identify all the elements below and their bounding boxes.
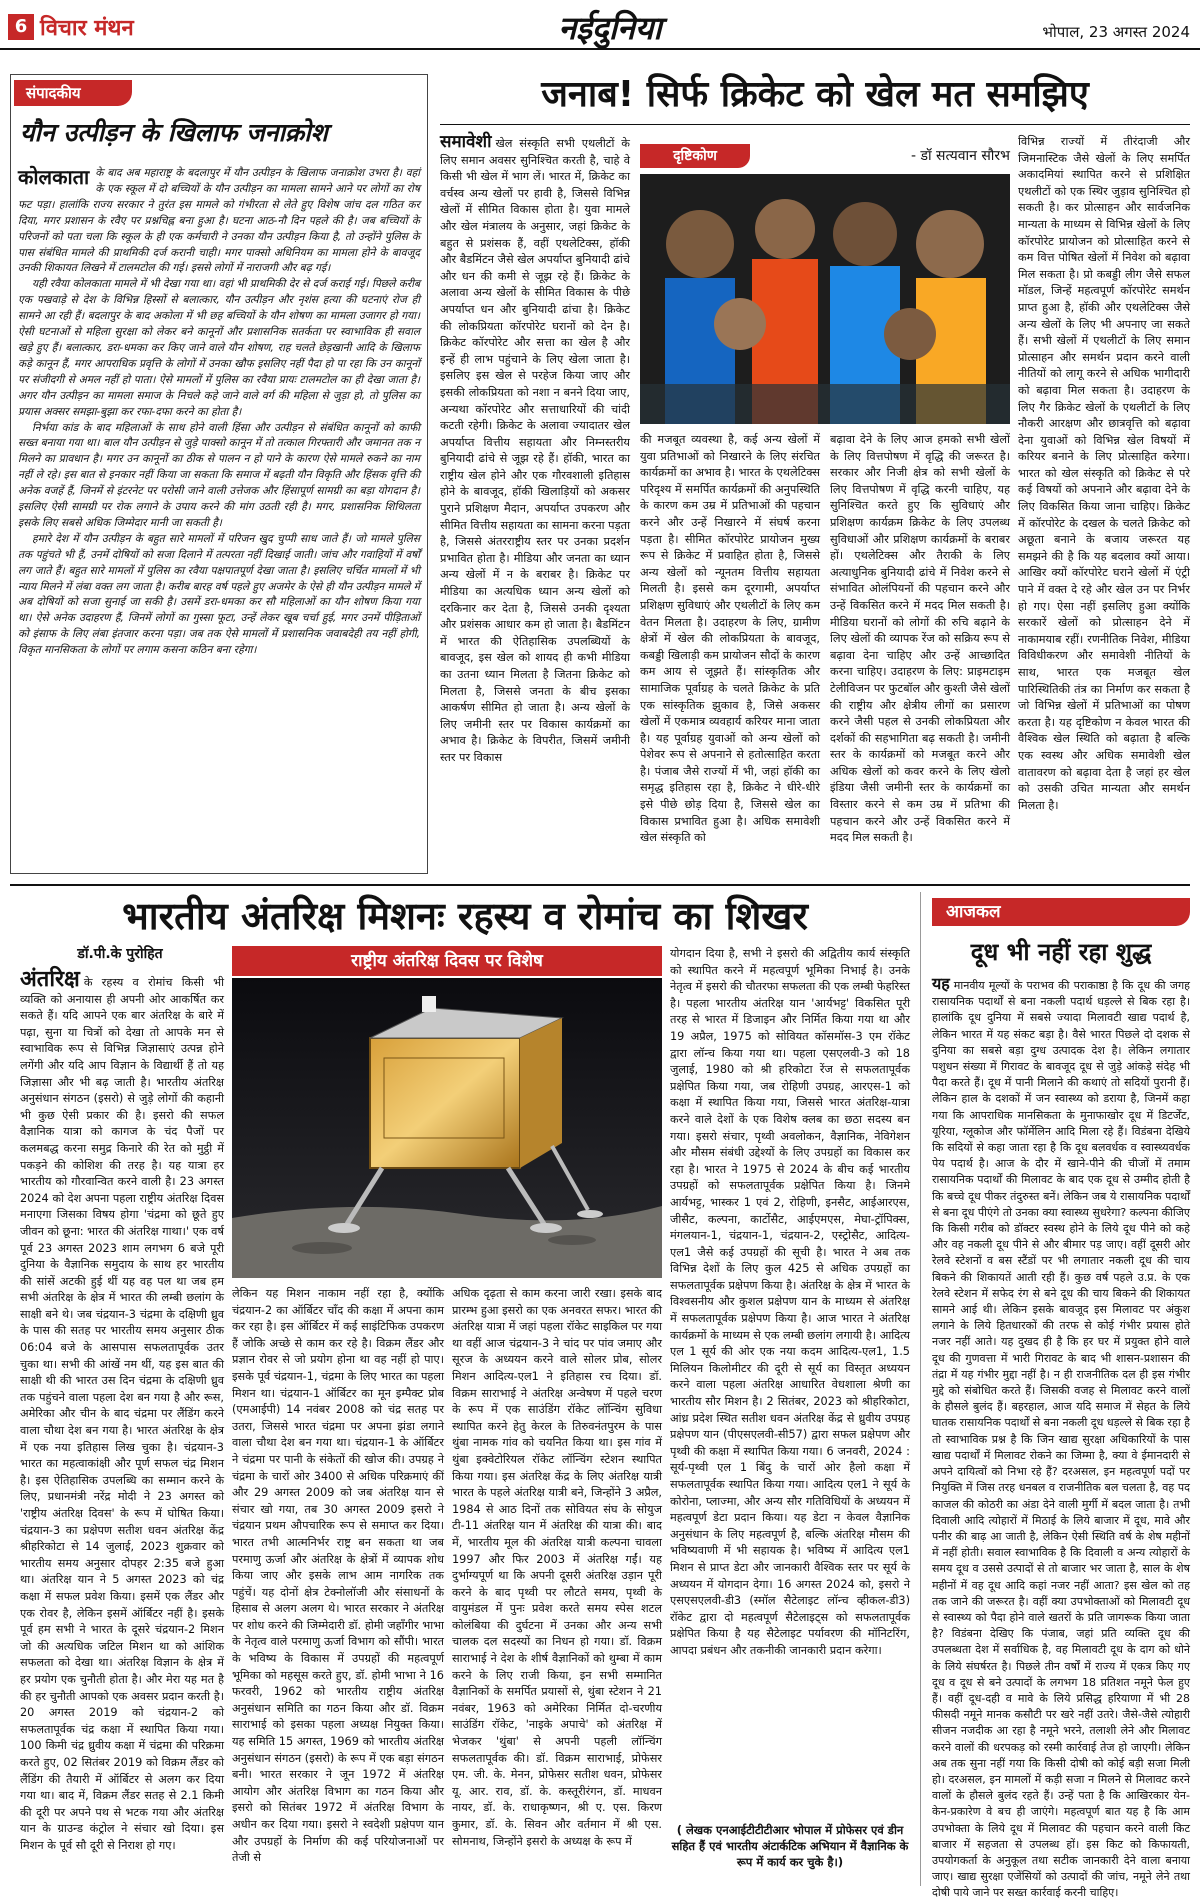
section-divider (10, 884, 1190, 886)
cricket-column-1 (440, 134, 630, 874)
milk-tag: आजकल (932, 898, 1190, 926)
space-lead-word: अंतरिक्ष (20, 967, 80, 992)
space-byline: डॉ.पी.के पुरोहित (77, 946, 163, 962)
cricket-column-2: की मजबूत व्यवस्था है, कई अन्य खेलों में युवा प्रतिभाओं को निखारने के लिए संरचित कार्यक्रमों का अभाव है। भारत के एथलेटिक्स परिदृश्य में समर्पित कार्यक्रमों की अनुपस्थिति के कारण कम उम्र में प्रतिभाओं की पहचान करने और उन्हें निखारने में संघर्ष करना पड़ता है। सीमित कॉरपोरेट प्रायोजन मुख्य रूप से क्रिकेट में प्रवाहित होता है, जिससे अन्य खेलों को न्यूनतम वित्तीय सहायता मिलती है। इससे कम दूरगामी, अपर्याप्त प्रशिक्षण सुविधाएं और एथलीटों के लिए कम वेतन मिलता है। उदाहरण के लिए, ग्रामीण क्षेत्रों में खेल की लोकप्रियता के बावजूद, कबड्डी खिलाड़ी कम प्रायोजन सौदों के कारण कम आय से जूझते हैं। सांस्कृतिक और सामाजिक पूर्वाग्रह के चलते क्रिकेट के प्रति एक सांस्कृतिक झुकाव है, जिसे अकसर खेलों में एकमात्र व्यवहार्य करियर माना जाता है। यह पूर्वाग्रह युवाओं को अन्य खेलों को पेशेवर रूप से अपनाने से हतोत्साहित करता है। पंजाब जैसे राज्यों में भी, जहां हॉकी का समृद्ध इतिहास रहा है, क्रिकेट ने धीरे-धीरे इसे पीछे छोड़ दिया है, जिससे खेल का विकास प्रभावित हुआ है। अधिक समावेशी खेल संस्कृति को (640, 433, 820, 845)
cricket-column-1-text: खेल संस्कृति सभी एथलीटों के लिए समान अवसर सुनिश्चित करती है, चाहे वे किसी भी खेल में भाग लें। भारत में, क्रिकेट का वर्चस्व अन्य खेलों पर हावी है, जिससे विभिन्न खेलों में सीमित विकास होता है। युवा मामले और खेल मंत्रालय के अनुसार, जहां क्रिकेट के बहुत से प्रशंसक हैं, वहीं एथलेटिक्स, हॉकी और बैडमिंटन जैसे खेल अपर्याप्त बुनियादी ढांचे और धन की कमी से जूझ रहे हैं। क्रिकेट के अलावा अन्य खेलों के सीमित विकास के पीछे अपर्याप्त धन और बुनियादी ढांचा है। क्रिकेट की लोकप्रियता कॉरपोरेट घरानों को देन है। क्रिकेट कॉरपोरेट और सत्ता का खेल है और इन्हें ही लाभ पहुंचाने के लिए खेला जाता है। इसलिए इस खेल से परहेज किया जाए और इसकी लोकप्रियता को नशा न बनने दिया जाए, अन्यथा कॉरपोरेट और सत्ताधारियों की चांदी कटती रहेगी। क्रिकेट के अलावा ज्यादातर खेल अपर्याप्त वित्तीय सहायता और निम्नस्तरीय बुनियादी ढांचे से जूझ रहे हैं। हॉकी, भारत का राष्ट्रीय खेल होने और एक गौरवशाली इतिहास होने के बावजूद, हॉकी खिलाड़ियों को अकसर पुराने प्रशिक्षण मैदान, अपर्याप्त उपकरण और सीमित वित्तीय सहायता का सामना करना पड़ता है, जिससे अंतरराष्ट्रीय स्तर पर उनका प्रदर्शन प्रभावित होता है। मीडिया और जनता का ध्यान अन्य खेलों में न के बराबर है। क्रिकेट पर मीडिया का अत्यधिक ध्यान अन्य खेलों को दरकिनार कर देता है, जिससे उनकी दृश्यता और प्रशंसक आधार कम हो जाता है। बैडमिंटन में भारत की ऐतिहासिक उपलब्धियों के बावजूद, इस खेल को शायद ही कभी मीडिया का उतना ध्यान मिलता है जितना क्रिकेट को मिलता है, जिससे जनता के बीच इसका आकर्षण सीमित हो जाता है। अन्य खेलों के लिए जमीनी स्तर पर विकास कार्यक्रमों का अभाव है। क्रिकेट के विपरीत, जिसमें जमीनी स्तर पर विकास (440, 137, 630, 764)
page-number: 6 (8, 14, 34, 40)
author-note: ( लेखक एनआईटीटीटीआर भोपाल में प्रोफेसर एवं डीन सहित हैं एवं भारतीय अंटार्कटिक अभियान में वैज्ञानिक के रूप में कार्य कर चुके है।) (671, 1823, 909, 1869)
space-headline: भारतीय अंतरिक्ष मिशनः रहस्य व रोमांच का शिखर (122, 894, 808, 938)
page-dateline: भोपाल, 23 अगस्त 2024 (1042, 23, 1190, 41)
cricket-author: - डॉ सत्यवान सौरभ (910, 148, 1010, 164)
editorial-body (18, 166, 420, 866)
milk-body-text: मानवीय मूल्यों के पराभव की पराकाष्ठा है कि दूध की जगह रासायनिक पदार्थों से बना नकली पदार्थ धड़ल्ले से बिक रहा है। हालांकि दूध दुनिया में सबसे ज्यादा मिलावटी खाद्य पदार्थ है, लेकिन भारत में यह संकट बड़ा है। वैसे भारत पिछले दो दशक से दुनिया का सबसे बड़ा दुग्ध उत्पादक देश है। लेकिन लगातार पशुधन संख्या में गिरावट के बावजूद दूध से जुड़े आंकड़े संदेह भी पैदा करते हैं। दूध में पानी मिलाने की कथाएं तो सदियों पुरानी हैं। लेकिन हाल के दशकों में जन स्वास्थ्य को डराया है, जिनमें कहा गया कि आपराधिक मानसिकता के मुनाफाखोर दूध में डिटर्जेंट, यूरिया, ग्लूकोज और फॉर्मेलिन आदि मिला रहे हैं। विडंबना देखिये कि सदियों से कहा जाता रहा है कि दूध बलवर्धक व स्वास्थ्यवर्धक पेय पदार्थ है। आज के दौर में खाने-पीने की चीजों में तमाम रासायनिक पदार्थों की मिलावट के बाद एक दूध से उम्मीद होती है कि बच्चे दूध पीकर तंदुरुस्त बनें। लेकिन जब ये रासायनिक पदार्थों से बना दूध पीएंगे तो उनका क्या स्वास्थ्य सुधरेगा? कल्पना कीजिए कि किसी गरीब को डॉक्टर स्वस्थ होने के लिये दूध पीने को कहे और वह नकली दूध पीने से और बीमार पड़ जाए। वहीं दूसरी ओर रेलवे स्टेशनों व बस स्टैंडों पर भी लगातार नकली दूध की चाय बिकने की शिकायतें आती रही हैं। कुछ वर्ष पहले उ.प्र. के एक रेलवे स्टेशन में सफेद रंग से बने दूध की चाय बिकने की शिकायत सामने आई थी। लेकिन इसके बावजूद इस मिलावट पर अंकुश लगाने के लिये हितधारकों की तरफ से कोई गंभीर प्रयास होते नजर नहीं आते। यह दुखद ही है कि हर घर में प्रयुक्त होने वाले दूध की गुणवत्ता में भारी गिरावट के बाद भी शासन-प्रशासन की तंद्रा में यह गंभीर मुद्दा नहीं है। न ही राजनीतिक दल ही इस गंभीर मुद्दे को संबोधित करते हैं। जिसकी वजह से मिलावट करने वालों के हौसले बुलंद हैं। बहरहाल, आज यदि समाज में सेहत के लिये घातक रासायनिक पदार्थों से बना नकली दूध धड़ल्ले से बिक रहा है तो स्वाभाविक प्रश्न है कि जिन खाद्य सुरक्षा अधिकारियों के पास खाद्य पदार्थों में मिलावट रोकने का जिम्मा है, क्या वे ईमानदारी से अपने दायित्वों को निभा रहे हैं? दरअसल, इन महत्वपूर्ण पदों पर नियुक्ति में जिस तरह धनबल व राजनीतिक बल चलता है, वह पद काजल की कोठरी का अंडा देने वाली मुर्गी में बदल जाता है। तभी दिवाली आदि त्योहारों में मिठाई के लिये बाजार में दूध, मावे और पनीर की बाढ़ आ जाती है, लेकिन ऐसी स्थिति वर्ष के शेष महीनों में नहीं होती। सवाल स्वाभाविक है कि दिवाली व अन्य त्योहारों के समय दूध व उससे उत्पादों से तो बाजार भर जाता है, साल के शेष महीनों में वह दूध आदि कहां नजर नहीं आता? इस खेल को तह तक जाने की जरूरत है। वहीं क्या उपभोक्ताओं को मिलावटी दूध से स्वास्थ्य को पैदा होने वाले खतरों के प्रति जागरूक किया जाता है? विडंबना देखिए कि पंजाब, जहां प्रति व्यक्ति दूध की उपलब्धता देश में सर्वाधिक है, वह मिलावटी दूध के दाग को धोने के लिये संघर्षरत है। पिछले तीन वर्षों में राज्य में एकत्र किए गए दूध व दूध से बने उत्पादों के लगभग 18 प्रतिशत नमूने फेल हुए हैं। वहीं दूध-दही व मावे के लिये प्रसिद्ध हरियाणा में भी 28 फीसदी नमूने मानक कसौटी पर खरे नहीं उतरे। जैसे-जैसे त्योहारी सीजन नजदीक आ रहा है नमूने भरने, तलाशी लेने और मिलावट करने वालों की धरपकड़ को रस्मी कार्रवाई तेज हो जाएगी। लेकिन अब तक सुना नहीं गया कि किसी दोषी को कोई बड़ी सजा मिली हो। दरअसल, इन मामलों में कड़ी सजा न मिलने से मिलावट करने वालों के हौसले बुलंद रहते हैं। उन्हें पता है कि आखिरकार येन-केन-प्रकारेण वे बच ही जाएंगे। महत्वपूर्ण बात यह है कि आम उपभोक्ता के लिये दूध में मिलावट की पहचान करने वाली किट बाजार में सहजता से उपलब्ध हों। इस किट को किफायती, उपयोगकर्ता के अनुकूल तथा सटीक जानकारी देने वाला बनाया जाए। खाद्य सुरक्षा एजेंसियों को उत्पादों की जांच, नमूने लेने तथा दोषी पाये जाने पर सख्त कार्रवाई करनी चाहिए। (932, 979, 1191, 1900)
athletes-collage-image (640, 174, 1010, 424)
cricket-column-4: विभिन्न राज्यों में तीरंदाजी और जिमनास्टिक जैसे खेलों के लिए समर्पित अकादमियां स्थापित करने से प्रशिक्षित एथलीटों को एक स्थिर जुड़ाव सुनिश्चित हो सकती है। कर प्रोत्साहन और सार्वजनिक मान्यता के माध्यम से विभिन्न खेलों के लिए कॉरपोरेट प्रायोजन को प्रोत्साहित करने से कम वित्त पोषित खेलों में निवेश को बढ़ावा मिल सकता है। प्रो कबड्डी लीग जैसे सफल मॉडल, जिन्हें महत्वपूर्ण कॉरपोरेट समर्थन प्राप्त हुआ है, हॉकी और एथलेटिक्स जैसे अन्य खेलों के लिए भी अपनाए जा सकते हैं। सभी खेलों में एथलीटों के लिए समान प्रोत्साहन और समर्थन प्रदान करने वाली नीतियों को लागू करने से अधिक भागीदारी को बढ़ावा मिल सकता है। उदाहरण के लिए गैर क्रिकेट खेलों के एथलीटों के लिए नौकरी आरक्षण और छात्रवृत्ति को बढ़ावा देना युवाओं को विभिन्न खेल विषयों में करियर बनाने के लिए प्रोत्साहित करेगा। भारत को खेल संस्कृति को क्रिकेट से परे कई विषयों को अपनाने और बढ़ावा देने के लिए विकसित किया जाना चाहिए। क्रिकेट में कॉरपोरेट के दखल के चलते क्रिकेट को अछूता बनाने के बजाय जरूरत यह समझने की है कि यह बदलाव क्यों आया। आखिर क्यों कॉरपोरेट घराने खेलों में एंट्री पाने में वक्त दे रहे और खेल उन पर निर्भर हो गए। ऐसा नहीं इसलिए हुआ क्योंकि सरकारें खेलों को प्रोत्साहन देने में नाकामयाब रहीं। रणनीतिक निवेश, मीडिया विविधीकरण और समावेशी नीतियों के साथ, भारत एक मजबूत खेल पारिस्थितिकी तंत्र का निर्माण कर सकता है जो विभिन्न खेलों में प्रतिभाओं का पोषण करता है। यह दृष्टिकोण न केवल भारत की वैश्विक खेल स्थिति को बढ़ाता है बल्कि एक स्वस्थ और अधिक समावेशी खेल वातावरण को बढ़ावा देता है जहां हर खेल को उसकी उचित मान्यता और समर्थन मिलता है। (1018, 135, 1190, 812)
editorial-tag: संपादकीय (14, 80, 132, 106)
cricket-headline: जनाब! सिर्फ क्रिकेट को खेल मत समझिए (541, 74, 1089, 115)
column-divider (920, 892, 921, 1886)
editorial-paragraph: हमारे देश में यौन उत्पीड़न के बहुत सारे मामलों में परिजन खुद चुप्पी साध जाते हैं। जो मामले पुलिस तक पहुंचते भी हैं, उनमें दोषियों को सजा दिलाने में तत्परता नहीं दिखाई जाती। जांच और गवाहियों में वर्षों लग जाते हैं। बहुत सारे मामलों में पुलिस का रवैया पक्षपातपूर्ण देखा जाता है। इसलिए चर्चित मामलों में भी न्याय मिलने में लंबा वक्त लग जाता है। करीब बारह वर्ष पहले हुए अजमेर के ऐसे ही यौन उत्पीड़न मामले में अब दोषियों को सजा सुनाई जा सकी है। उसमें डरा-धमका कर सौ महिलाओं का यौन शोषण किया गया था। ऐसे अनेक उदाहरण हैं, जिनमें लोगों का गुस्सा फूटा, उन्हें लेकर खूब चर्चा हुई, मगर उनमें पीड़िताओं को इंसाफ के लिए लंबा इंतजार करना पड़ा। जब तक ऐसे मामलों में प्रशासनिक जवाबदेही तय नहीं होगी, विकृत मानसिकता के लोगों पर लगाम कसना कठिन बना रहेगा। (18, 532, 420, 657)
editorial-dateline: कोलकाता (18, 165, 90, 189)
editorial-paragraph: निर्भया कांड के बाद महिलाओं के साथ होने वाली हिंसा और उत्पीड़न से संबंधित कानूनों को काफी सख्त बनाया गया था। बाल यौन उत्पीड़न से जुड़े पाक्सो कानून में तो तत्काल गिरफ्तारी और जमानत तक न मिलने का प्रावधान है। मगर उन कानूनों का ठीक से पालन न हो पाने के कारण ऐसे मामले रुकने का नाम नहीं ले रहे। इस बात से इनकार नहीं किया जा सकता कि समाज में बढ़ती यौन विकृति और हिंसक वृत्ति की अनेक वजहें हैं, जिनमें से इंटरनेट पर परोसी जाने वाली उत्तेजक और हिंसापूर्ण सामग्री का बड़ा योगदान है। इसलिए ऐसी सामग्री पर रोक लगाने के उपाय करने की मांग उठती रही है। मगर, प्रशासनिक शिथिलता इसके लिए सबसे अधिक जिम्मेदार मानी जा सकती है। (18, 421, 420, 529)
space-column-4: योगदान दिया है, सभी ने इसरो की अद्वितीय कार्य संस्कृति को स्थापित करने में महत्वपूर्ण भूमिका निभाई है। उनके नेतृत्व में इसरो की चौतरफा सफलता की एक लम्बी फेहरिस्त है। पहला भारतीय अंतरिक्ष यान 'आर्यभट्ट' विकसित पूरी तरह से भारत में डिजाइन और निर्मित किया गया था और 19 अप्रैल, 1975 को सोवियत कॉसमॉस-3 एम रॉकेट द्वारा लॉन्च किया गया था। पहला एसएलवी-3 को 18 जुलाई, 1980 को श्री हरिकोटा रेंज से सफलतापूर्वक प्रक्षेपित किया गया, जब रोहिणी उपग्रह, आरएस-1 को कक्षा में स्थापित किया गया, जिससे भारत अंतरिक्ष-यात्रा करने वाले देशों के एक विशेष क्लब का छठा सदस्य बन गया। इसरो संचार, पृथ्वी अवलोकन, वैज्ञानिक, नेविगेशन और मौसम संबंधी उद्देश्यों के लिए उपग्रहों का विकास कर रहा है। भारत ने 1975 से 2024 के बीच कई भारतीय उपग्रहों को सफलतापूर्वक प्रक्षेपित किया है। जिनमे आर्यभट्ट, भास्कर 1 एवं 2, रोहिणी, इनसैट, आईआरएस, जीसैट, कल्पना, कार्टोसैट, आईएमएस, मेघा-ट्रॉपिक्स, मंगलयान-1, चंद्रयान-1, चंद्रयान-2, एस्ट्रोसैट, आदित्य-एल1 जैसे कई उपग्रहों की सूची है। भारत ने अब तक विभिन्न देशों के लिए कुल 425 से अधिक उपग्रहों का सफलतापूर्वक प्रक्षेपण किया है। अंतरिक्ष के क्षेत्र में भारत के विश्वसनीय और कुशल प्रक्षेपण यान के माध्यम से अंतरिक्ष में सफलतापूर्वक प्रक्षेपण किया है। आज भारत ने अंतरिक्ष कार्यक्रमों के माध्यम से एक लम्बी छलांग लगायी है। आदित्य एल 1 सूर्य की ओर एक नया कदम आदित्य-एल1, 1.5 मिलियन किलोमीटर की दूरी से सूर्य का विस्तृत अध्ययन करने वाला पहला अंतरिक्ष आधारित वेधशाला श्रेणी का भारतीय सौर मिशन है। 2 सितंबर, 2023 को श्रीहरिकोटा, आंध्र प्रदेश स्थित सतीश धवन अंतरिक्ष केंद्र से ध्रुवीय उपग्रह प्रक्षेपण यान (पीएसएलवी-सी57) द्वारा सफल प्रक्षेपण और पृथ्वी की कक्षा में स्थापित किया गया। 6 जनवरी, 2024 : सूर्य-पृथ्वी एल 1 बिंदु के चारों ओर हैलो कक्षा में सफलतापूर्वक स्थापित किया गया। आदित्य एल1 ने सूर्य के कोरोना, प्लाज्मा, और अन्य सौर गतिविधियों के अध्ययन में महत्वपूर्ण डेटा प्रदान किया। यह डेटा न केवल वैज्ञानिक अनुसंधान के लिए महत्वपूर्ण है, बल्कि अंतरिक्ष मौसम की भविष्यवाणी में भी सहायक है। भविष्य में आदित्य एल1 मिशन से प्राप्त डेटा और जानकारी वैश्विक स्तर पर सूर्य के अध्ययन में योगदान देगा। 16 अगस्त 2024 को, इसरो ने एसएसएलवी-डी3 (स्मॉल सैटेलाइट लॉन्च व्हीकल-डी3) रॉकेट द्वारा दो महत्वपूर्ण सैटेलाइट्स को सफलतापूर्वक प्रक्षेपित किया है यह सैटेलाइट पर्यावरण की मॉनिटरिंग, आपदा प्रबंधन और तकनीकी जानकारी प्रदान करेगा। (670, 947, 910, 1657)
masthead (0, 0, 1200, 50)
milk-body (932, 974, 1191, 1900)
space-column-1 (20, 967, 224, 1884)
space-column-3: अधिक दृढ़ता से काम करना जारी रखा। इसके बाद प्रारम्भ हुआ इसरो का एक अनवरत सफर। भारत की अंतरिक्ष यात्रा में जहां पहला रॉकेट साइकिल पर गया था वहीं आज चंद्रयान-3 ने चांद पर पांव जमाए और सूरज के अध्ययन करने वाले सोलर प्रोब, सोलर मिशन आदित्य-एल1 ने इतिहास रच दिया। डॉ. विक्रम साराभाई ने अंतरिक्ष अन्वेषण में पहले चरण के रूप में एक साउंडिंग रॉकेट लॉन्चिंग सुविधा स्थापित करने हेतु केरल के तिरुवनंतपुरम के पास थुंबा नामक गांव को चयनित किया था। इस गांव में थुंबा इक्वेटोरियल रॉकेट लॉन्चिंग स्टेशन स्थापित किया गया। इस अंतरिक्ष केंद्र के लिए अंतरिक्ष यात्री भारत के पहले अंतरिक्ष यात्री बने, जिन्होंने 3 अप्रैल, 1984 से आठ दिनों तक सोवियत संघ के सोयुज टी-11 अंतरिक्ष यान में अंतरिक्ष की यात्रा की। बाद में, भारतीय मूल की अंतरिक्ष यात्री कल्पना चावला 1997 और फिर 2003 में अंतरिक्ष गईं। यह दुर्भाग्यपूर्ण था कि अपनी दूसरी अंतरिक्ष उड़ान पूरी करने के बाद पृथ्वी पर लौटते समय, पृथ्वी के वायुमंडल में पुनः प्रवेश करते समय स्पेस शटल कोलंबिया की दुर्घटना में उनका और अन्य सभी चालक दल सदस्यों का निधन हो गया। डॉ. विक्रम साराभाई ने देश के शीर्ष वैज्ञानिकों को थुम्बा में काम करने के लिए राजी किया, इन सभी सम्मानित वैज्ञानिकों के समर्पित प्रयासों से, थुंबा स्टेशन ने 21 नवंबर, 1963 को अमेरिका निर्मित दो-चरणीय साउंडिंग रॉकेट, 'नाइके अपाचे' को अंतरिक्ष में भेजकर 'थुंबा' से अपनी पहली लॉन्चिंग सफलतापूर्वक की। डॉ. विक्रम साराभाई, प्रोफेसर एम. जी. के. मेनन, प्रोफेसर सतीश धवन, प्रोफेसर यू. आर. राव, डॉ. के. कस्तूरीरंगन, डॉ. माधवन नायर, डॉ. के. राधाकृष्णन, श्री ए. एस. किरण कुमार, डॉ. के. सिवन और वर्तमान में श्री एस. सोमनाथ, जिन्होंने इसरो के अध्यक्ष के रूप में (452, 1287, 662, 1848)
space-banner: राष्ट्रीय अंतरिक्ष दिवस पर विशेष (232, 946, 662, 976)
cricket-lead-word: समावेशी (440, 132, 492, 152)
editorial-headline: यौन उत्पीड़न के खिलाफ जनाक्रोश (20, 118, 328, 147)
editorial-paragraph: यही रवैया कोलकाता मामले में भी देखा गया था। वहां भी प्राथमिकी देर से दर्ज कराई गई। पिछले करीब एक पखवाड़े से देश के विभिन्न हिस्सों से बलात्कार, यौन उत्पीड़न और नृशंस हत्या की घटनाएं रोज ही सामने आ रही हैं। बदलापुर के बाद अकोला में भी छह बच्चियों के यौन शोषण का मामला उजागर हो गया। ऐसी घटनाओं से महिला सुरक्षा को लेकर बने कानूनों और प्रशासनिक सतर्कता पर स्वाभाविक ही सवाल खड़े हुए हैं। बलात्कार, डरा-धमका कर किए जाने वाले यौन शोषण, राह चलते छेड़खानी आदि के खिलाफ कड़े कानून हैं, मगर आपराधिक प्रवृत्ति के लोगों में उनका खौफ इसलिए नहीं पैदा हो पा रहा कि उन कानूनों पर संजीदगी से अमल नहीं हो पाता। ऐसे मामलों में पुलिस का रवैया प्रायः टालमटोल का ही देखा जाता है। अगर यौन उत्पीड़न का मामला समाज के निचले कहे जाने वाले वर्ग की महिला से जुड़ा हो, तो पुलिस का प्रयास अक्सर समझा-बुझा कर रफा-दफा करने का होता है। (18, 278, 420, 418)
editorial-paragraph: के बाद अब महाराष्ट्र के बदलापुर में यौन उत्पीड़न के खिलाफ जनाक्रोश उभरा है। वहां के एक स्कूल में दो बच्चियों के यौन उत्पीड़न का मामला सामने आने पर लोगों का रोष फट पड़ा। हालांकि राज्य सरकार ने तुरंत इस मामले को गंभीरता से लेते हुए विशेष जांच दल गठित कर दिया, मगर प्रशासन के रवैए पर प्रश्नचिह्न बना हुआ है। घटना आठ-नौ दिन पहले की है। जब बच्चियों के परिजनों को पता चला कि स्कूल के ही एक कर्मचारी ने उनका यौन उत्पीड़न किया है, तो उन्होंने पुलिस के पास संबंधित मामले की प्राथमिकी दर्ज करानी चाही। मगर पाक्सो अधिनियम का मामला होने के बावजूद उनकी शिकायत लिखने में टालमटोल की गई। इससे लोगों में नाराजगी और बढ़ गई। (18, 167, 420, 275)
cricket-headline-rule (440, 124, 1190, 125)
milk-headline: दूध भी नहीं रहा शुद्ध (970, 938, 1152, 966)
cricket-column-3: बढ़ावा देने के लिए आज हमको सभी खेलों के लिए वित्तपोषण में वृद्धि की जरूरत है। सरकार और निजी क्षेत्र को सभी खेलों के लिए वित्तपोषण में वृद्धि करनी चाहिए, यह सुनिश्चित करते हुए कि सुविधाएं और प्रशिक्षण कार्यक्रम क्रिकेट के लिए उपलब्ध सुविधाओं और प्रशिक्षण कार्यक्रमों के बराबर हों। एथलेटिक्स और तैराकी के लिए अत्याधुनिक बुनियादी ढांचे में निवेश करने से संभावित ओलंपियनों की पहचान करने और उन्हें विकसित करने में मदद मिल सकती है। मीडिया घरानों को लोगों की रुचि बढ़ाने के लिए खेलों की व्यापक रेंज को सक्रिय रूप से बढ़ावा देना चाहिए और उन्हें आच्छादित करना चाहिए। उदाहरण के लिए: प्राइमटाइम टेलीविजन पर फुटबॉल और कुश्ती जैसे खेलों की राष्ट्रीय और क्षेत्रीय लीगों का प्रसारण करने जैसी पहल से उनकी लोकप्रियता और दर्शकों की सहभागिता बढ़ सकती है। जमीनी स्तर के कार्यक्रमों को मजबूत करने और अधिक खेलों को कवर करने के लिए खेलो इंडिया जैसी जमीनी स्तर के कार्यक्रमों का विस्तार करने से कम उम्र में प्रतिभा की पहचान करने और उन्हें विकसित करने में मदद मिल सकती है। (830, 433, 1010, 845)
lander-on-moon-graphic (232, 978, 662, 1278)
section-title: विचार मंथन (40, 16, 134, 41)
space-column-2: लेकिन यह मिशन नाकाम नहीं रहा है, क्योंकि चंद्रयान-2 का ऑर्बिटर चाँद की कक्षा में अपना काम कर रहा है। इस ऑर्बिटर में कई साइंटिफिक उपकरण हैं जोकि अच्छे से काम कर रहे है। विक्रम लैंडर और प्रज्ञान रोवर से जो प्रयोग होना था वह नहीं हो पाए। इसके पूर्व चंद्रयान-1, चंद्रमा के लिए भारत का पहला मिशन था। चंद्रयान-1 ऑर्बिटर का मून इम्पैक्ट प्रोब (एमआईपी) 14 नवंबर 2008 को चंद्र सतह पर उतरा, जिससे भारत चंद्रमा पर अपना झंडा लगाने वाला चौथा देश बन गया था। चंद्रयान-1 के ऑर्बिटर ने चंद्रमा पर पानी के संकेतों की खोज की। उपग्रह ने चंद्रमा के चारों ओर 3400 से अधिक परिक्रमाएं कीं और 29 अगस्त 2009 को जब अंतरिक्ष यान से संचार खो गया, तब 30 अगस्त 2009 इसरो ने चंद्रयान प्रथम औपचारिक रूप से समाप्त कर दिया। भारत तभी आत्मनिर्भर राष्ट्र बन सकता था जब परमाणु ऊर्जा और अंतरिक्ष के क्षेत्रों में व्यापक शोध किया जाए और इसके लाभ आम नागरिक तक पहुंचें। यह दोनों क्षेत्र टेक्नोलॉजी और संसाधनों के हिसाब से अलग अलग थे। भारत सरकार ने अंतरिक्ष पर शोध करने की जिम्मेदारी डॉ. होमी जहाँगीर भाभा के नेतृत्व वाले परमाणु ऊर्जा विभाग को सौंपी। भारत के भविष्य के विकास में उपग्रहों की महत्वपूर्ण भूमिका को महसूस करते हुए, डॉ. होमी भाभा ने 16 फरवरी, 1962 को भारतीय राष्ट्रीय अंतरिक्ष अनुसंधान समिति का गठन किया और डॉ. विक्रम साराभाई को इसका पहला अध्यक्ष नियुक्त किया। यह समिति 15 अगस्त, 1969 को भारतीय अंतरिक्ष अनुसंधान संगठन (इसरो) के रूप में एक बड़ा संगठन बनी। भारत सरकार ने जून 1972 में अंतरिक्ष आयोग और अंतरिक्ष विभाग का गठन किया और इसरो को सितंबर 1972 में अंतरिक्ष विभाग के अधीन कर दिया गया। इसरो ने स्वदेशी प्रक्षेपण यान और उपग्रहों के निर्माण की कई परियोजनाओं पर तेजी से (232, 1287, 444, 1865)
athletes-collage-graphic (640, 174, 1010, 424)
space-column-1-text: के रहस्य व रोमांच किसी भी व्यक्ति को अनायास ही अपनी ओर आकर्षित कर सकते हैं। यदि आपने एक बार अंतरिक्ष के बारे में पढ़ा, सुना या चित्रों को देखा तो आपके मन से स्वाभाविक रूप से विभिन्न जिज्ञासाएं उत्पन्न होने लगेंगी और यदि आप विज्ञान के विद्यार्थी हैं तो यह जिज्ञासा और भी बढ़ जाती है। भारतीय अंतरिक्ष अनुसंधान संगठन (इसरो) से जुड़े लोगों की कहानी भी कुछ ऐसी प्रकार की है। इसरो की सफल वैज्ञानिक यात्रा को कागज के चंद पैजों पर कलमबद्ध करना समुद्र किनारे की रेत को मुट्ठी में पकड़ने की कोशिश की तरह है। यह यात्रा हर भारतीय को गौरवान्वित करने वाली है। 23 अगस्त 2024 को देश अपना पहला राष्ट्रीय अंतरिक्ष दिवस मनाएगा जिसका विषय होगा 'चंद्रमा को छूते हुए जीवन को छूना: भारत की अंतरिक्ष गाथा।' एक वर्ष पूर्व 23 अगस्त 2023 शाम लगभग 6 बजे पूरी दुनिया के वैज्ञानिक समुदाय के साथ हर भारतीय की सांसें अटकी हुई थीं यह वह पल था जब हम सभी अंतरिक्ष के क्षेत्र में भारत की लम्बी छलांग के साक्षी बने थे। जब चंद्रयान-3 चंद्रमा के दक्षिणी ध्रुव के पास की सतह पर भारतीय समय अनुसार ठीक 06:04 बजे के आसपास सफलतापूर्वक उतर चुका था। सभी की आंखें नम थीं, यह इस बात की साक्षी थी की भारत उस दिन चंद्रमा के दक्षिणी ध्रुव तक पहुंचने वाला पहला देश बन गया है और रूस, अमेरिका और चीन के बाद चंद्रमा पर लैंडिंग करने वाला चौथा देश बन गया है। भारत अंतरिक्ष के क्षेत्र में एक नया इतिहास लिख चुका है। चंद्रयान-3 भारत का महत्वाकांक्षी और पूर्ण सफल चंद्र मिशन है। इस ऐतिहासिक उपलब्धि का सम्मान करने के लिए, प्रधानमंत्री नरेंद्र मोदी ने 23 अगस्त को 'राष्ट्रीय अंतरिक्ष दिवस' के रूप में घोषित किया। चंद्रयान-3 का प्रक्षेपण सतीश धवन अंतरिक्ष केंद्र श्रीहरिकोटा से 14 जुलाई, 2023 शुक्रवार को भारतीय समय अनुसार दोपहर 2:35 बजे हुआ था। अंतरिक्ष यान ने 5 अगस्त 2023 को चंद्र कक्षा में सफल प्रवेश किया। इसमें एक लैंडर और एक रोवर है, लेकिन इसमें ऑर्बिटर नहीं है। इसके पूर्व हम सभी ने भारत के दूसरे चंद्रयान-2 मिशन जो की अत्यधिक जटिल मिशन था को आंशिक सफलता को देखा था। अंतरिक्ष विज्ञान के क्षेत्र में हर प्रयोग एक चुनौती होता है। और मेरा यह मत है की हर चुनौती आपको एक अवसर प्रदान करती है। 20 अगस्त 2019 को चंद्रयान-2 को सफलतापूर्वक चंद्र कक्षा में स्थापित किया गया। 100 किमी चंद्र ध्रुवीय कक्षा में चंद्रमा की परिक्रमा करते हुए, 02 सितंबर 2019 को विक्रम लैंडर को लैंडिंग की तैयारी में ऑर्बिटर से अलग कर दिया गया था। बाद में, विक्रम लैंडर सतह से 2.1 किमी की दूरी पर अपने पथ से भटक गया और अंतरिक्ष यान के ग्राउन्ड कंट्रोल ने संचार खो दिया। इस मिशन के पूर्व सौ दूरी से निराश हो गए। (20, 976, 224, 1852)
milk-lead-word: यह (932, 974, 950, 993)
cricket-tag: दृष्टिकोण (640, 144, 750, 168)
chandrayaan-lander-image (232, 978, 662, 1278)
newspaper-logo: नईदुनिया (558, 9, 662, 47)
